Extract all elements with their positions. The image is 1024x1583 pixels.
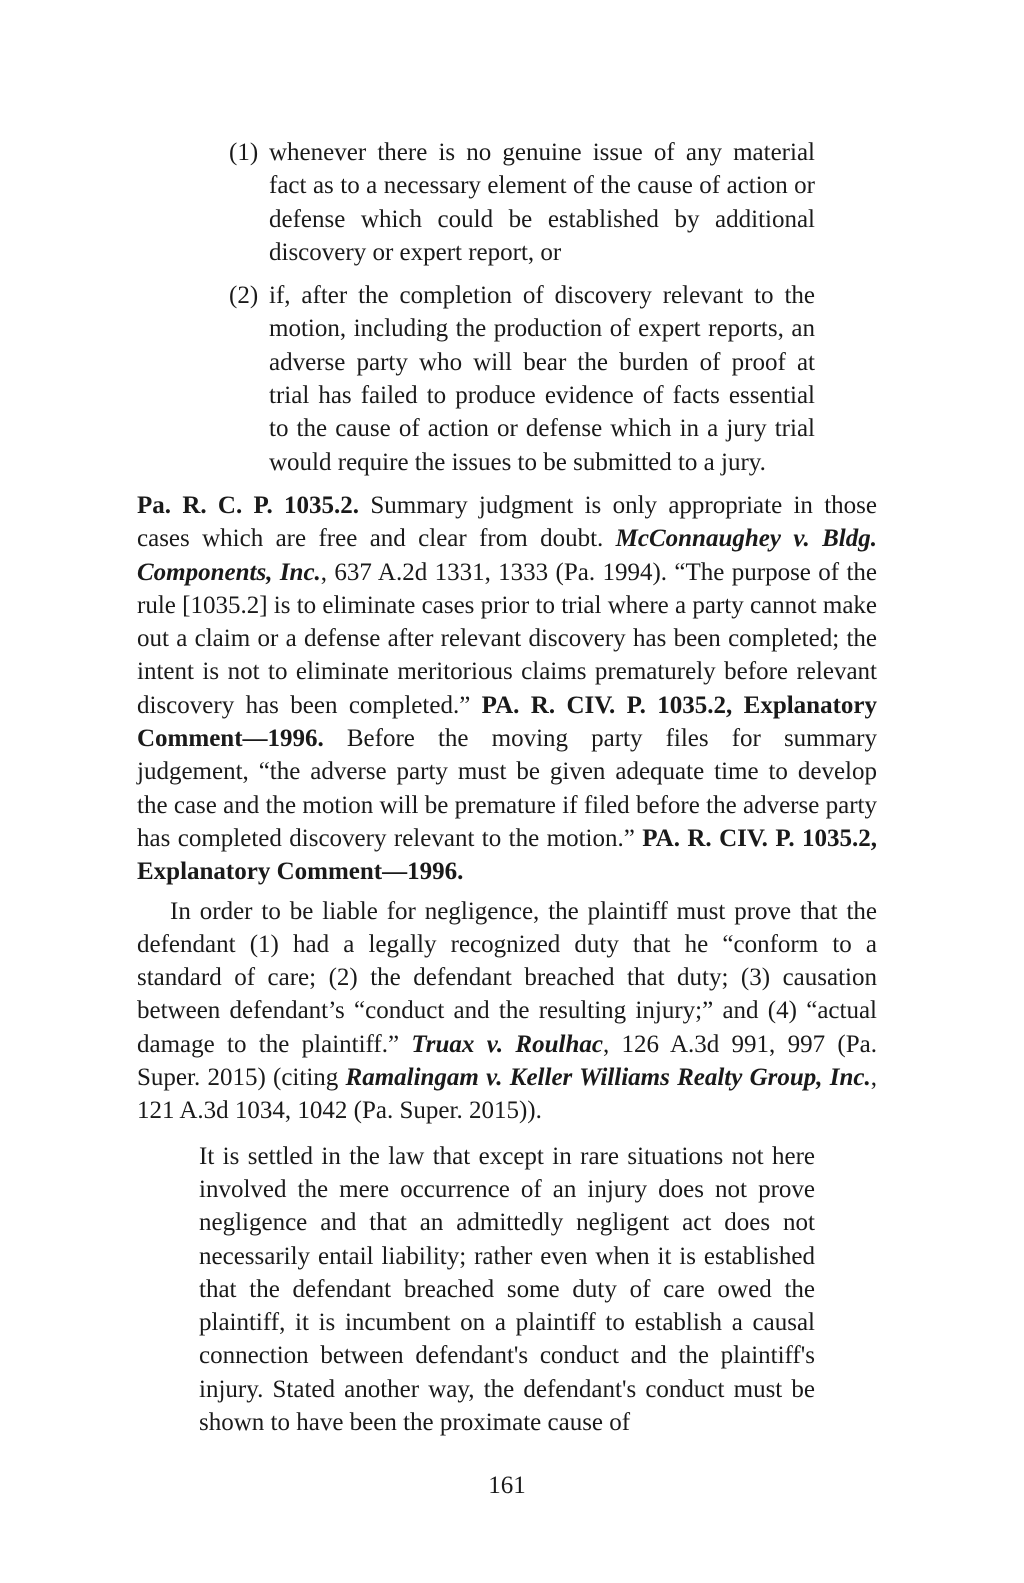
list-item: [229, 279, 815, 479]
paragraph-text: , 121 A.3d 1034, 1042 (Pa. Super. 2015)).: [137, 1064, 877, 1125]
list-item-number: (2): [229, 282, 259, 310]
list-item-text: whenever there is no genuine issue of any material fact as to a necessary element of the cause of action or defense which could be established by additional discovery or expert report, or: [269, 139, 815, 266]
page-number: 161: [488, 1472, 526, 1499]
paragraph-text: Summary judgment is only appropriate in those cases which are free and clear from doubt.: [137, 491, 877, 553]
case-citation: Truax v. Roulhac: [411, 1030, 603, 1058]
block-quote: It is settled in the law that except in rare situations not here involved the mere occurrence of an injury does not prove negligence and that an admittedly negligent act does not necessarily entail liability; rather even when it is established that the defendant breached some duty of care owed the plaintiff, it is incumbent on a plaintiff to establish a causal connection between defendant's conduct and the plaintiff's injury. Stated another way, the defendant's conduct must be shown to have been the proximate cause of: [199, 1142, 815, 1436]
rule-citation: PA. R. CIV. P. 1035.2, Explanatory Comment—1996.: [137, 824, 877, 886]
rule-citation: Pa. R. C. P. 1035.2.: [137, 491, 360, 519]
paragraph-text: , 126 A.3d 991, 997 (Pa. Super. 2015) (citing: [137, 1030, 878, 1092]
rule-citation: PA. R. CIV. P. 1035.2, Explanatory Comment—1996.: [137, 691, 877, 753]
list-item: [229, 136, 815, 269]
case-citation: Ramalingam v. Keller Williams Realty Group, Inc.: [345, 1064, 871, 1092]
paragraph-text: In order to be liable for negligence, the plaintiff must prove that the defendant (1) had a legally recognized duty that he “conform to a standard of care; (2) the defendant breached that duty; (3) causation between defendant’s “conduct and the resulting injury;” and (4) “actual damage to the plaintiff.”: [137, 897, 877, 1058]
summary-judgment-paragraph: [137, 489, 877, 889]
rule-list: [229, 136, 815, 479]
paragraph-text: Before the moving party files for summary judgement, “the adverse party must be given adequate time to develop the case and the motion will be premature if filed before the adverse party has completed discovery relevant to the motion.”: [137, 725, 877, 852]
paragraph-text: , 637 A.2d 1331, 1333 (Pa. 1994). “The purpose of the rule [1035.2] is to eliminate cases prior to trial where a party cannot make out a claim or a defense after relevant discovery has been completed; the intent is not to eliminate meritorious claims prematurely before relevant discovery has been completed.”: [137, 558, 878, 719]
list-item-text: if, after the completion of discovery relevant to the motion, including the production of expert reports, an adverse party who will bear the burden of proof at trial has failed to produce evidence of facts essential to the cause of action or defense which in a jury trial would require the issues to be submitted to a jury.: [269, 282, 815, 476]
negligence-paragraph: [137, 895, 877, 1128]
case-citation: McConnaughey v. Bldg. Components, Inc.: [137, 525, 877, 586]
page-body: [137, 136, 877, 1439]
list-item-number: (1): [229, 139, 259, 166]
